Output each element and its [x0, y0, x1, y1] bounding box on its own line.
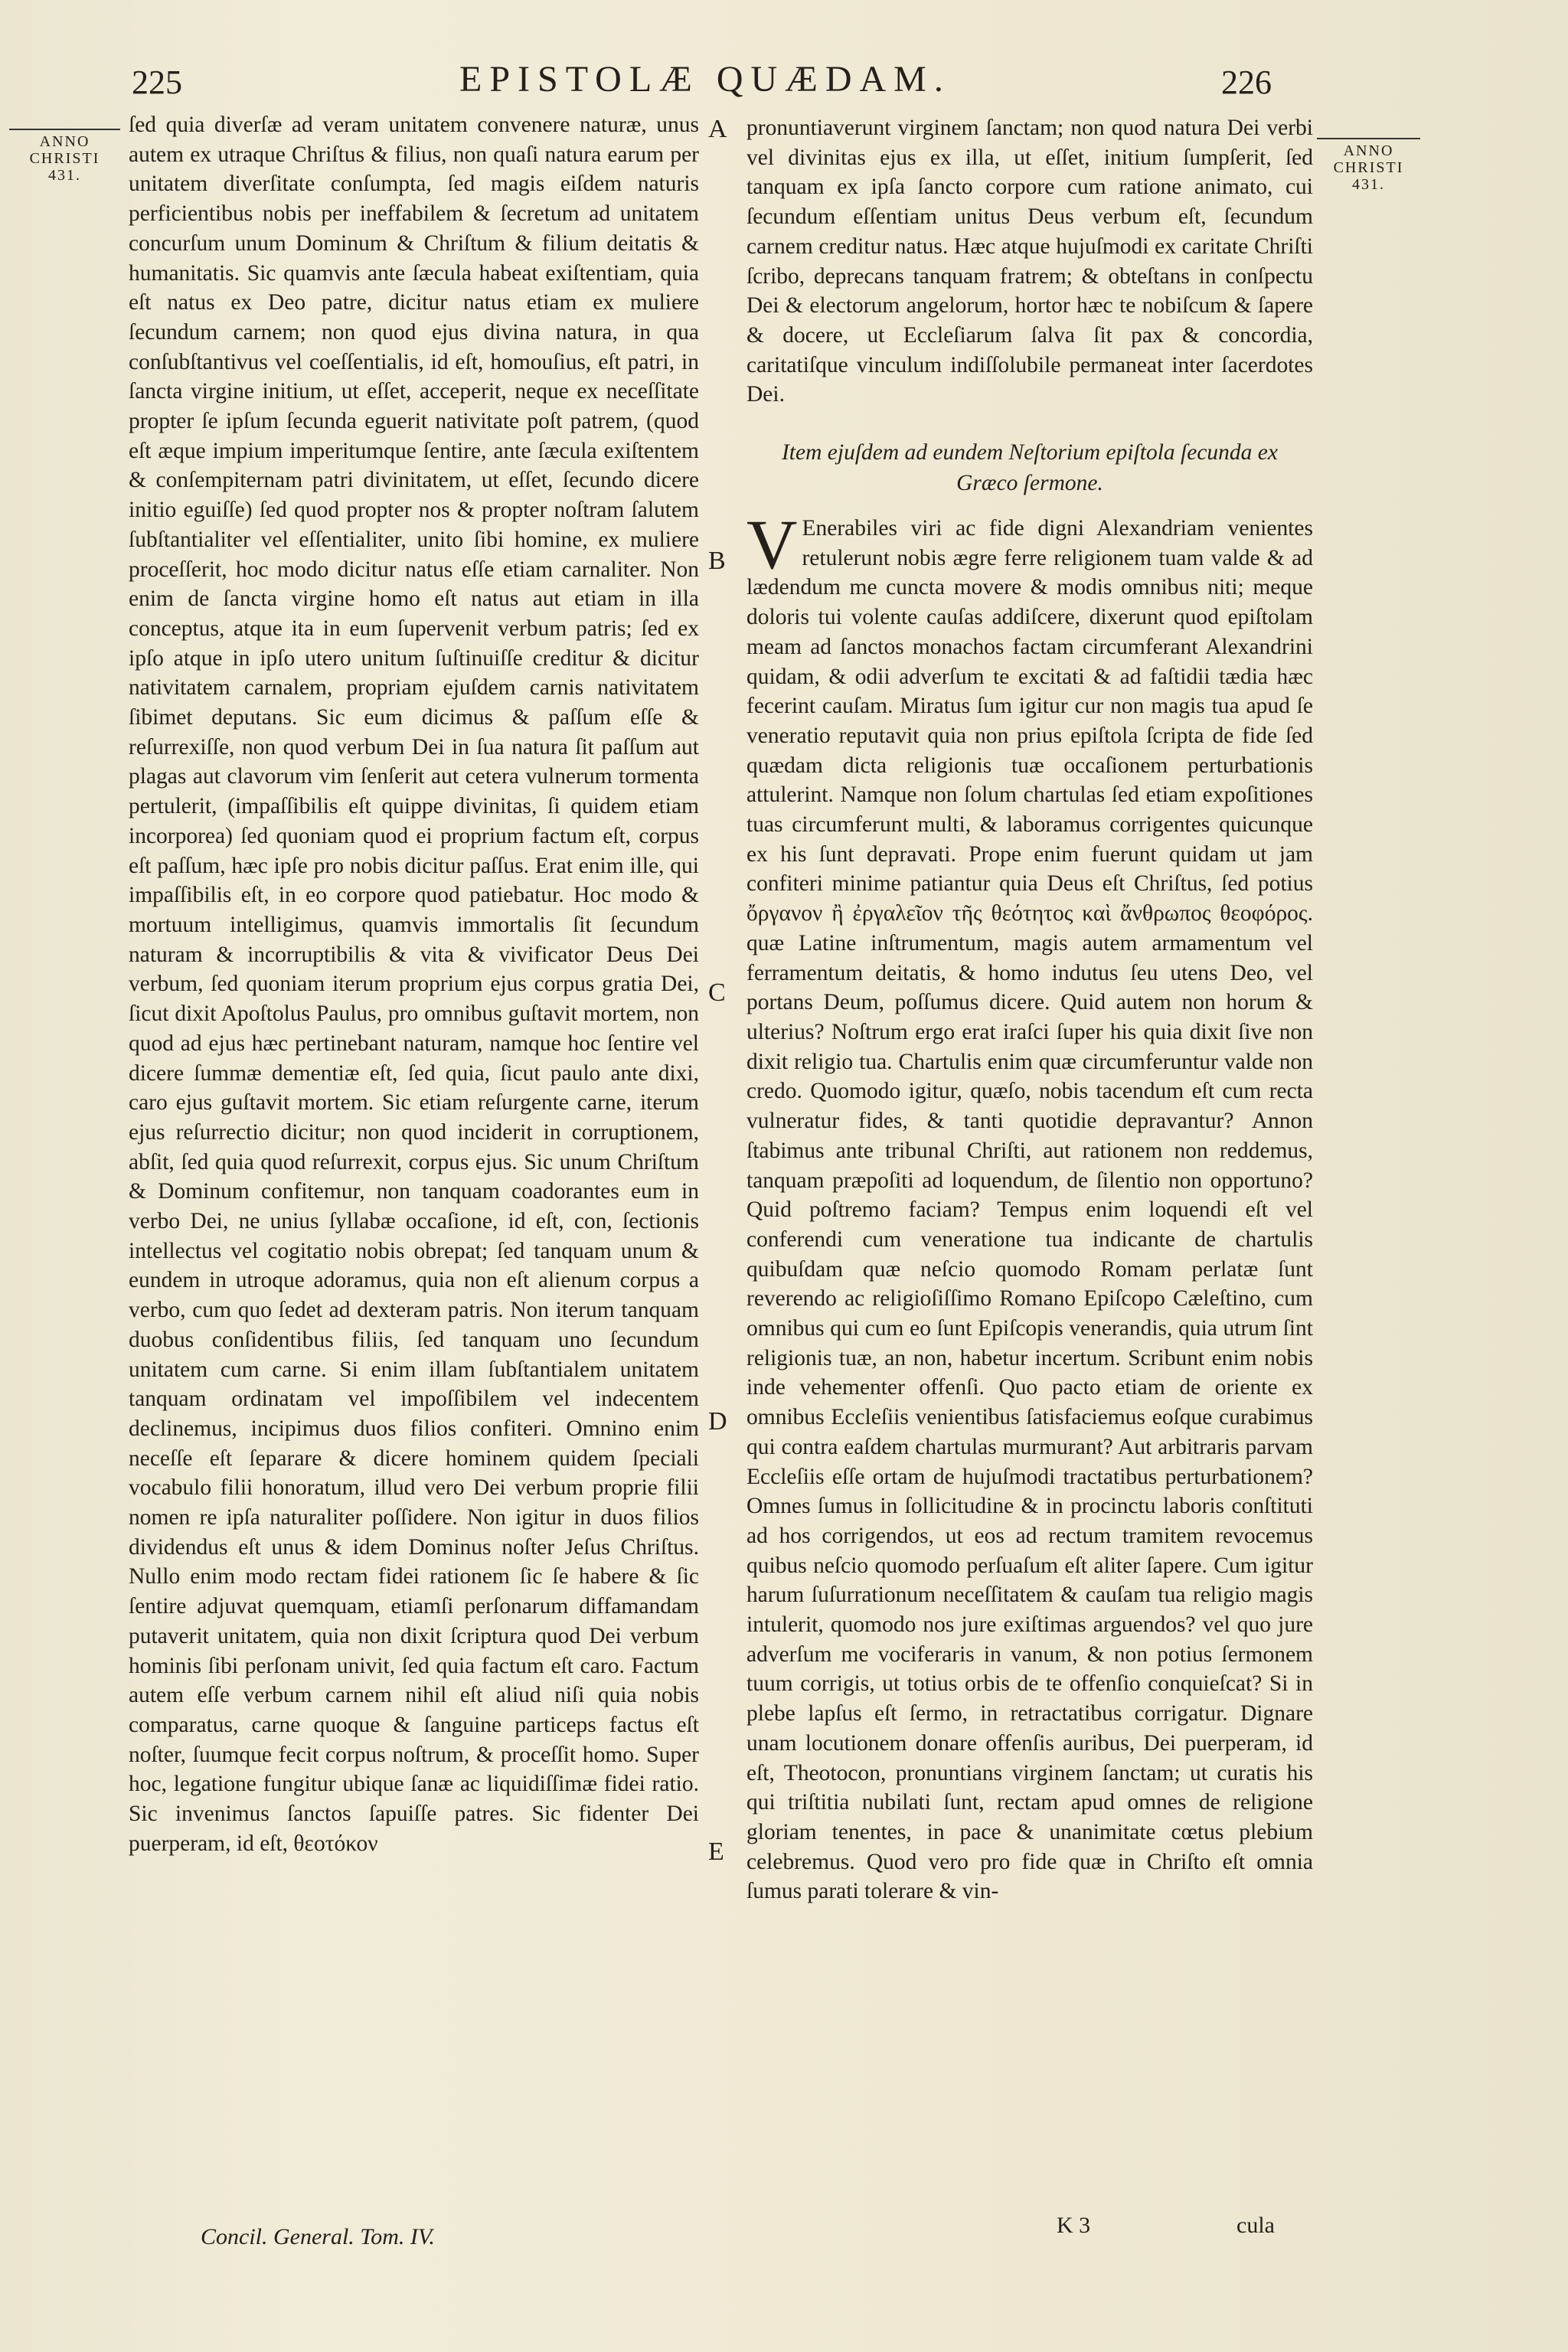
footer-reference: Concil. General. Tom. IV. — [201, 2224, 435, 2249]
right-para-2 — [746, 505, 1313, 1906]
catchword: cula — [1236, 2213, 1275, 2238]
signature-mark: K 3 — [1057, 2213, 1091, 2238]
margin-anno: ANNO — [1343, 142, 1394, 159]
section-marker-d: D — [708, 1407, 727, 1436]
margin-year-left — [9, 129, 120, 184]
margin-christi: CHRISTI — [1333, 159, 1404, 176]
section-marker-b: B — [708, 547, 726, 575]
margin-rule — [9, 129, 120, 130]
left-column-text: ſed quia diverſæ ad veram unitatem convenere naturæ, unus autem ex utraque Chriſtus & filius, non quaſi natura earum per unitatem diverſitate conſumpta, ſed magis eiſdem naturis perficientibus nobis per ineffabilem & ſecretum ad unitatem concurſum unum Dominum & Chriſtum & filium deitatis & humanitatis. Sic quamvis ante ſæcula habeat exiſtentiam, quia eſt natus ex Deo patre, dicitur natus etiam ex muliere ſecundum carnem; non quod ejus divina natura, in qua conſubſtantivus vel coeſſentialis, id eſt, homouſius, eſt patri, in ſancta virgine initium, ut eſſet, acceperit, neque ex neceſſitate propter ſe ipſum ſecunda eguerit nativitate poſt patrem, (quod eſt æque impium imperitumque ſentire, ante ſæcula exiſtentem & conſempiternam patri divinitatem, ut eſſet, ſecundo dicere initio eguiſſe) ſed quod propter nos & propter noſtram ſalutem ſubſtantialiter vel eſſentialiter, unito ſibi homine, ex muliere proceſſerit, hoc modo dicitur natus eſſe etiam carnaliter. Non enim de ſancta virgine homo eſt natus aut etiam in illa conceptus, atque ita in eum ſupervenit verbum patris; ſed ex ipſo atque in ipſo utero unitum ſuſtinuiſſe creditur & dicitur nativitatem carnalem, propriam ejuſdem carnis nativitatem ſibimet deputans. Sic eum dicimus & paſſum eſſe & reſurrexiſſe, non quod verbum Dei in ſua natura ſit paſſum aut plagas aut clavorum vim ſenſerit aut cetera vulnerum tormenta pertulerit, (impaſſibilis eſt quippe divinitas, ſi quidem etiam incorporea) ſed quoniam quod ei proprium factum eſt, corpus eſt paſſum, hæc ipſe pro nobis dicitur paſſus. Erat enim ille, qui impaſſibilis eſt, in eo corpore quod patiebatur. Hoc modo & mortuum intelligimus, quamvis immortalis ſit ſecundum naturam & incorruptibilis & vita & vivificator Deus Dei verbum, ſed quoniam iterum proprium ejus corpus gratia Dei, ſicut dixit Apoſtolus Paulus, pro omnibus guſtavit mortem, non quod ad ejus hæc pertinebant naturam, namque hoc ſentire vel dicere ſummæ dementiæ eſt, ſed quia, ſicut paulo ante dixi, caro ejus guſtavit mortem. Sic etiam reſurgente carne, iterum ejus reſurrectio dicitur; non quod inciderit in corruptionem, abſit, ſed quia quod reſurrexit, corpus ejus. Sic unum Chriſtum & Dominum confitemur, non tanquam coadorantes eum in verbo Dei, ne unius ſyllabæ occaſione, id eſt, con, ſectionis intellectus vel cogitatio nobis obrepat; ſed tanquam unum & eundem in utroque adoramus, quia non eſt alienum corpus a verbo, cum quo ſedet ad dexteram patris. Non iterum tanquam duobus conſidentibus filiis, ſed tanquam uno ſecundum unitatem cum carne. Si enim illam ſubſtantialem unitatem tanquam ordinatam vel impoſſibilem vel indecentem declinemus, incipimus duos filios confiteri. Omnino enim neceſſe eſt ſeparare & dicere hominem quidem ſpeciali vocabulo filii honoratum, illud vero Dei verbum proprie filii nomen re ipſa naturaliter poſſidere. Non igitur in duos filios dividendus eſt unus & idem Dominus noſter Jeſus Chriſtus. Nullo enim modo rectam fidei rationem ſic ſe habere & ſic ſentire adjuvat quemquam, etiamſi perſonarum diffamandam putaverit unitatem, quia non dixit ſcriptura quod Dei verbum hominis ſibi perſonam univit, ſed quia factum eſt caro. Factum autem eſſe verbum carnem nihil eſt aliud niſi quia nobis comparatus, carne quoque & ſanguine particeps factus eſt noſter, ſuumque fecit corpus noſtrum, & proceſſit homo. Super hoc, legatione fungitur ubique ſanæ ac liquidiſſimæ fidei ratio. Sic invenimus ſanctos ſapuiſſe patres. Sic fidenter Dei puerperam, id eſt, θεοτόκον — [129, 113, 699, 1856]
right-para-1: pronuntiaverunt virginem ſanctam; non quod natura Dei verbi vel divinitas ejus ex illa, ut eſſet, initium ſumpſerit, ſed tanquam ex ipſa ſancto corpore cum ratione animato, cui ſecundum eſſentiam unitus Deus verbum eſt, ſecundum carnem creditur natus. Hæc atque hujuſmodi ex caritate Chriſti ſcribo, deprecans tanquam fratrem; & obteſtans in conſpectu Dei & electorum angelorum, hortor hæc te nobiſcum & ſapere & docere, ut Eccleſiarum ſalva ſit pax & concordia, caritatiſque vinculum indiſſolubile permaneat inter ſacerdotes Dei. — [746, 116, 1313, 407]
margin-year: 431. — [1352, 176, 1385, 193]
margin-year-right — [1317, 138, 1420, 193]
section-marker-e: E — [708, 1838, 724, 1866]
drop-cap: V — [746, 505, 798, 584]
section-marker-c: C — [708, 978, 726, 1007]
letter-body: Enerabiles viri ac fide digni Alexandriam venientes retulerunt nobis ægre ferre religionem tuam valde & ad lædendum me cuncta movere & modis omnibus niti; meque doloris tui volente cauſas addiſcere, dixerunt quod epiſtolam meam ad ſanctos monachos factam circumferant Alexandrini quidam, & odii adverſum te excitati & ad faſtidii tædia hæc fecerint cauſam. Miratus ſum igitur cur non magis tua apud ſe veneratio reputavit quia non prius epiſtola ſcripta de fide ſed quædam dicta religionis tuæ occaſionem perturbationis attulerint. Namque non ſolum chartulas ſed etiam expoſitiones tuas circumferunt multi, & laboramus corrigentes quicunque ex his ſunt depravati. Prope enim fuerunt quidam ut jam confiteri minime patiantur quia Deus eſt Chriſtus, ſed potius ὄργανον ἢ ἐργαλεῖον τῆς θεότητος καὶ ἄνθρωπος θεοφόρος. quæ Latine inſtrumentum, magis autem armamentum vel ferramentum deitatis, & homo indutus ſeu utens Deo, vel portans Deum, poſſumus dicere. Quid autem non horum & ulterius? Noſtrum ergo erat iraſci ſuper his quia dixit ſive non dixit religio tua. Chartulis enim quæ circumferuntur valde non credo. Quomodo igitur, quæſo, nobis tacendum eſt cum recta vulneratur fides, & tanti quotidie depravantur? Annon ſtabimus ante tribunal Chriſti, aut rationem non reddemus, tanquam præpoſiti ad loquendum, de ſilentio non opportuno? Quid poſtremo faciam? Tempus enim loquendi eſt vel conferendi cum veneratione tua indicante de chartulis quibuſdam quæ neſcio quomodo Romam perlatæ ſunt reverendo ac religioſiſſimo Romano Epiſcopo Cæleſtino, cum omnibus qui cum eo ſunt Epiſcopis venerandis, quia utrum ſint religionis tuæ, an non, habetur incertum. Scribunt enim nobis inde vehementer offenſi. Quo pacto etiam de oriente ex omnibus Eccleſiis venientibus ſatisfaciemus eoſque curabimus qui contra eaſdem chartulas murmurant? Aut arbitraris parvam Eccleſiis eſſe ortam de hujuſmodi tractatibus perturbationem? Omnes ſumus in ſollicitudine & in procinctu laboris conſtituti ad hos corrigendos, ut eos ad rectum tramitem revocemus quibus neſcio quomodo perſuaſum eſt aliter ſapere. Cum igitur harum ſuſurrationum neceſſitatem & cauſam tua religio magis intulerit, quomodo nos jure exiſtimas arguendos? vel quo jure adverſum me vociferaris in vanum, & non potius ſermonem tuum corrigis, ut totius orbis de te offenſio conquieſcat? Si in plebe lapſus eſt ſermo, in retractatibus corrigatur. Dignare unam locutionem donare offenſis auribus, Dei puerperam, id eſt, Theotocon, pronuntians virginem ſanctam; ut curatis his qui triſtitia nubilati ſunt, rectam apud omnes de religione gloriam tenentes, in pace & unanimitate cœtus plebium celebremus. Quod vero pro fide quæ in Chriſto eſt omnia ſumus parati tolerare & vin- — [746, 516, 1313, 1904]
page-number-left: 225 — [132, 64, 182, 101]
margin-rule — [1317, 138, 1420, 139]
left-column — [129, 110, 699, 1858]
margin-anno: ANNO — [39, 133, 90, 150]
letter-title: Item ejuſdem ad eundem Neſtorium epiſtola ſecunda ex Græco ſermone. — [781, 440, 1278, 496]
margin-christi: CHRISTI — [29, 150, 100, 167]
margin-year: 431. — [48, 167, 81, 184]
running-title: EPISTOLÆ QUÆDAM. — [459, 59, 951, 100]
section-marker-a: A — [708, 115, 727, 143]
page-number-right: 226 — [1221, 64, 1272, 101]
right-column — [746, 113, 1313, 1906]
